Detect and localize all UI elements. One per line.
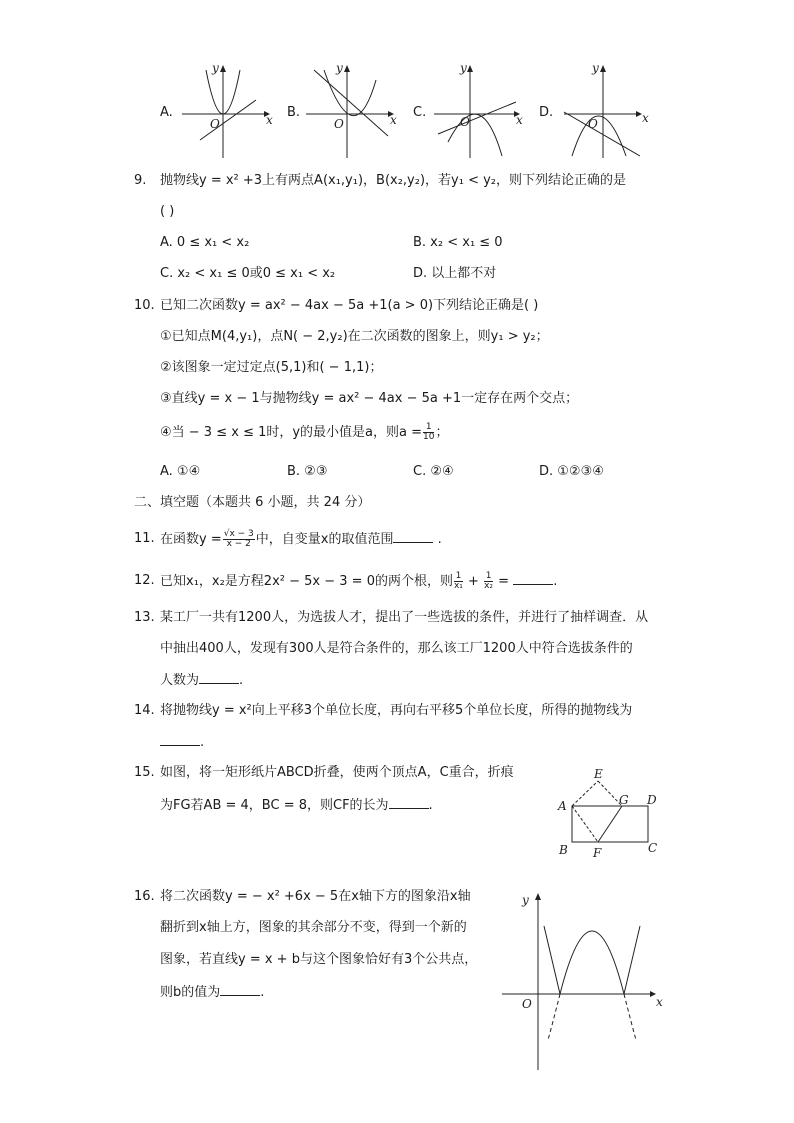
q8-graph-b — [302, 60, 402, 160]
q8-option-c-label: C. — [413, 105, 427, 120]
q14-line-2: . — [160, 733, 204, 752]
q13-line-2: 中抽出400人，发现有300人是符合条件的，那么该工厂1200人中符合选拔条件的 — [160, 641, 633, 656]
q10-option-c: C. ②④ — [413, 464, 454, 479]
q10-stem: 已知二次函数y = ax² − 4ax − 5a +1(a > 0)下列结论正确是( ) — [160, 298, 539, 313]
q12-text: 已知x₁，x₂是方程2x² − 5x − 3 = 0的两个根，则 $\frac{1}{\text{x₁}}$ + $\frac{1}{\text{x₂}}$ = . — [160, 571, 558, 591]
q8-graph-d — [560, 60, 656, 160]
q15-line-1: 如图，将一矩形纸片ABCD折叠，使两个顶点A，C重合，折痕 — [160, 765, 514, 780]
q15-label-f: F — [593, 846, 602, 860]
q14-line-1: 将抛物线y = x²向上平移3个单位长度，再向右平移5个单位长度，所得的抛物线为 — [160, 703, 633, 718]
q13-number: 13. — [134, 610, 155, 625]
svg-text:O: O — [334, 117, 344, 131]
svg-text:x: x — [642, 111, 649, 125]
q15-label-b: B — [559, 843, 568, 857]
q15-figure — [552, 762, 664, 862]
q16-number: 16. — [134, 889, 155, 904]
q9-stem: 抛物线y = x² +3上有两点A(x₁,y₁)，B(x₂,y₂)，若y₁ < y₂，则下列结论正确的是 — [160, 173, 627, 188]
q15-label-a: A — [558, 799, 567, 813]
q11-text: 在函数y = $\frac{√x - 3}{x - 2}$ 中，自变量x的取值范围 . — [160, 529, 442, 549]
svg-text:x: x — [266, 113, 273, 127]
svg-text:y: y — [592, 61, 599, 75]
q9-option-d: D. 以上都不对 — [413, 266, 497, 281]
q10-statement-2: ②该图象一定过定点(5,1)和( − 1,1)； — [160, 360, 383, 375]
q16-answer-blank — [220, 983, 260, 996]
svg-text:O: O — [460, 115, 470, 129]
q16-graph — [500, 886, 666, 1072]
q15-answer-blank — [389, 796, 429, 809]
svg-text:y: y — [522, 893, 529, 907]
q8-graph-c — [430, 60, 526, 160]
q13-line-3: 人数为 . — [160, 673, 244, 688]
q9-option-a: A. 0 ≤ x₁ < x₂ — [160, 235, 250, 250]
q15-line-2: 为FG若AB = 4，BC = 8，则CF的长为 . — [160, 798, 433, 813]
q14-number: 14. — [134, 703, 155, 718]
svg-text:O: O — [588, 117, 598, 131]
svg-text:O: O — [522, 997, 532, 1011]
svg-text:y: y — [212, 61, 219, 75]
svg-text:x: x — [656, 995, 663, 1009]
q15-label-e: E — [594, 767, 603, 781]
q10-statement-4: ④当 − 3 ≤ x ≤ 1时，y的最小值是a，则a = $\frac{1}{10}$ ； — [160, 422, 449, 442]
q14-answer-blank — [160, 733, 200, 746]
q10-number: 10. — [134, 298, 155, 313]
section-heading: 二、填空题（本题共 6 小题，共 24 分） — [134, 495, 371, 510]
q15-label-d: D — [647, 793, 657, 807]
svg-text:x: x — [516, 113, 523, 127]
q13-answer-blank — [199, 671, 239, 684]
q9-option-b: B. x₂ < x₁ ≤ 0 — [413, 235, 503, 250]
q8-option-b-label: B. — [287, 105, 301, 120]
svg-text:y: y — [336, 61, 343, 75]
q8-graph-a — [178, 60, 274, 160]
q10-option-a: A. ①④ — [160, 464, 201, 479]
svg-text:y: y — [460, 61, 467, 75]
q16-line-2: 翻折到x轴上方，图象的其余部分不变，得到一个新的 — [160, 920, 467, 935]
q16-line-1: 将二次函数y = − x² +6x − 5在x轴下方的图象沿x轴 — [160, 889, 471, 904]
q9-paren: ( ) — [160, 204, 175, 219]
q15-number: 15. — [134, 765, 155, 780]
svg-text:O: O — [210, 117, 220, 131]
q12-number: 12. — [134, 573, 155, 588]
q12-answer-blank — [513, 572, 553, 585]
q10-option-d: D. ①②③④ — [539, 464, 604, 479]
q8-option-d-label: D. — [539, 105, 554, 120]
q15-label-c: C — [648, 841, 658, 855]
q10-statement-3: ③直线y = x − 1与抛物线y = ax² − 4ax − 5a +1一定存在两个交点； — [160, 391, 579, 406]
q16-line-3: 图象，若直线y = x + b与这个图象恰好有3个公共点， — [160, 952, 478, 967]
q9-option-c: C. x₂ < x₁ ≤ 0或0 ≤ x₁ < x₂ — [160, 266, 336, 281]
svg-text:x: x — [390, 113, 397, 127]
q11-number: 11. — [134, 531, 155, 546]
q8-option-a-label: A. — [160, 105, 173, 120]
q9-number: 9. — [134, 173, 147, 188]
q11-answer-blank — [393, 530, 433, 543]
q10-option-b: B. ②③ — [287, 464, 328, 479]
q16-line-4: 则b的值为 . — [160, 985, 265, 1000]
q15-label-g: G — [619, 793, 629, 807]
q13-line-1: 某工厂一共有1200人，为选拔人才，提出了一些选拔的条件，并进行了抽样调查．从 — [160, 610, 649, 625]
q10-statement-1: ①已知点M(4,y₁)，点N( − 2,y₂)在二次函数的图象上，则y₁ > y₂； — [160, 329, 549, 344]
